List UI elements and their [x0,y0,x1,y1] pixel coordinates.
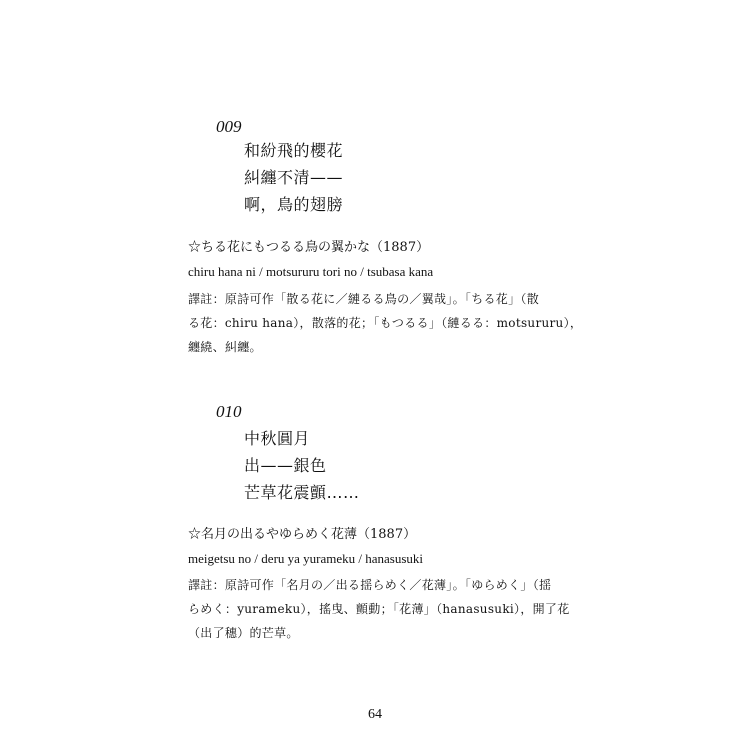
poem-line: 出——銀色 [244,456,327,475]
poem-line: 芒草花震顫…… [244,483,360,502]
translated-poem [244,425,360,506]
note-line: 譯註：原詩可作「名月の／出る揺らめく／花薄」。「ゆらめく」（揺 [188,578,552,592]
entry-number: 009 [216,117,242,136]
romaji-reading: meigetsu no / deru ya yurameku / hanasusuki [188,551,424,566]
poem-line: 糾纏不清—— [244,168,344,187]
poem-line: 啊，鳥的翅膀 [244,195,344,214]
original-haiku: ☆名月の出るやゆらめく花薄（1887） [188,527,417,542]
note-line: らめく：yurameku），搖曳、顫動；「花薄」（hanasusuki），開了花 [188,602,570,616]
original-haiku: ☆ちる花にもつるる鳥の翼かな（1887） [188,240,430,255]
note-line: （出了穗）的芒草。 [188,626,299,640]
romaji-reading: chiru hana ni / motsururu tori no / tsubasa kana [188,264,434,279]
poem-line: 和紛飛的櫻花 [244,141,344,160]
note-line: 纏繞、糾纏。 [188,340,262,354]
translated-poem [244,137,343,218]
note-line: 譯註：原詩可作「散る花に／縺るる鳥の／翼哉」。「ちる花」（散 [188,292,540,306]
note-line: る花：chiru hana），散落的花；「もつるる」（縺るる：motsururu）， [188,316,583,330]
poem-line: 中秋圓月 [244,429,311,448]
translator-note [188,573,570,645]
page-number: 64 [368,707,382,722]
translator-note [188,287,583,359]
entry-number: 010 [216,402,242,421]
